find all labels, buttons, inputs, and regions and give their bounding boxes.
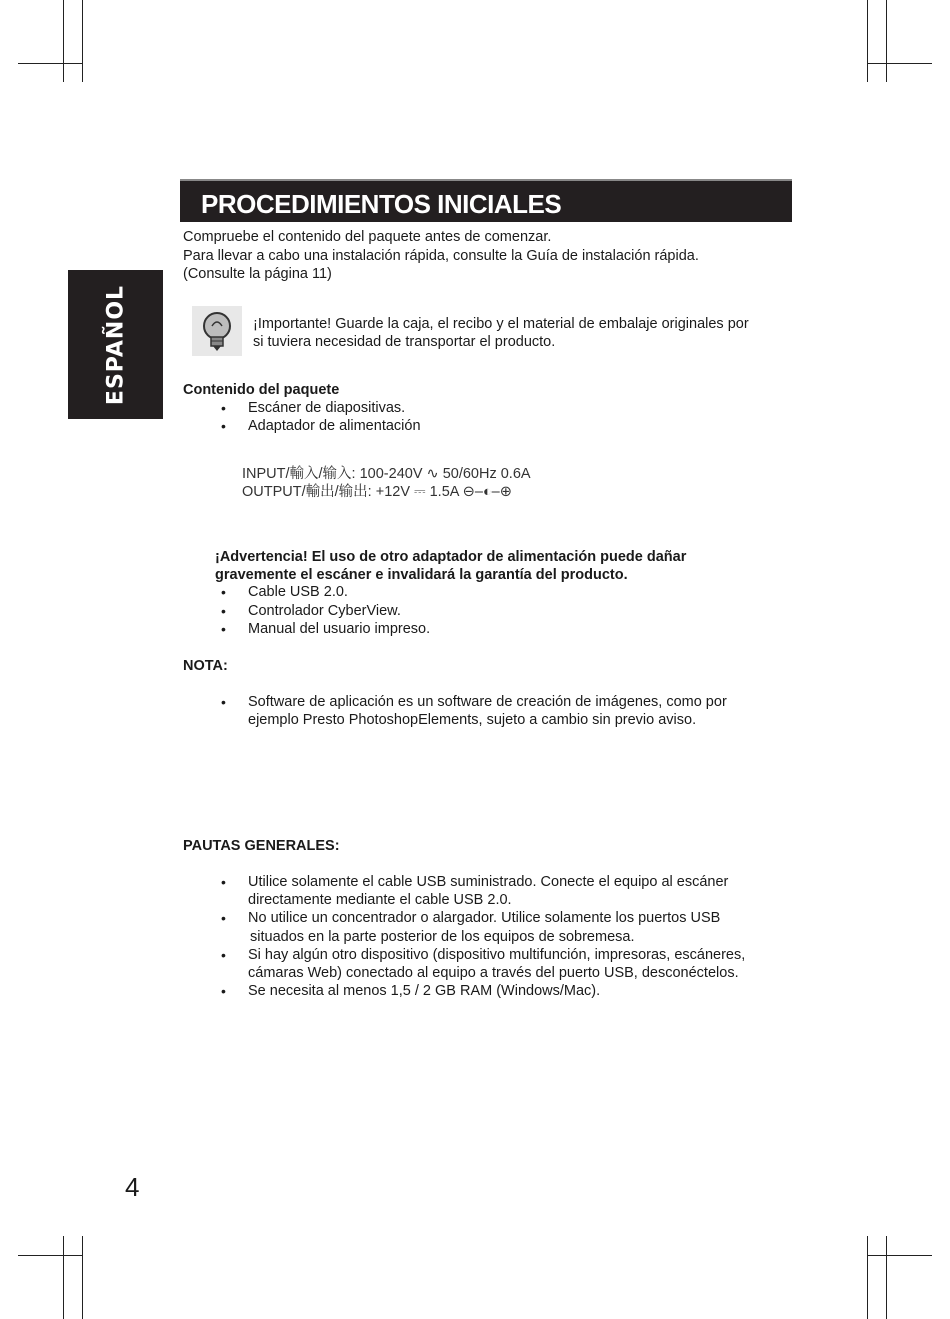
list-item-continuation: directamente mediante el cable USB 2.0. — [248, 892, 512, 908]
bullet: • — [221, 874, 226, 890]
intro-line: (Consulte la página 11) — [183, 266, 332, 282]
list-item: Utilice solamente el cable USB suministrado. Conecte el equipo al escáner — [248, 874, 729, 890]
crop-mark — [867, 1236, 868, 1319]
list-item: Si hay algún otro dispositivo (dispositivo multifunción, impresoras, escáneres, — [248, 947, 746, 963]
bullet: • — [221, 400, 226, 416]
bullet: • — [221, 603, 226, 619]
list-item: Adaptador de alimentación — [248, 418, 421, 434]
bullet: • — [221, 983, 226, 999]
list-item-continuation: ejemplo Presto PhotoshopElements, sujeto a cambio sin previo aviso. — [248, 712, 697, 728]
contents-heading: Contenido del paquete — [183, 382, 340, 398]
crop-mark — [868, 1255, 932, 1256]
crop-mark — [82, 0, 83, 82]
bullet: • — [221, 947, 226, 963]
important-note: ¡Importante! Guarde la caja, el recibo y el material de embalaje originales por — [253, 316, 749, 332]
power-spec-output: OUTPUT/輸出/输出: +12V ⎓ 1.5A ⊖–◐–⊕ — [242, 484, 512, 500]
crop-mark — [18, 1255, 82, 1256]
intro-line: Para llevar a cabo una instalación rápida, consulte la Guía de instalación rápida. — [183, 248, 699, 264]
list-item: Cable USB 2.0. — [248, 584, 348, 600]
language-tab — [68, 270, 163, 419]
important-note: si tuviera necesidad de transportar el producto. — [253, 334, 556, 350]
bullet: • — [221, 584, 226, 600]
crop-mark — [63, 0, 64, 82]
list-item-continuation: cámaras Web) conectado al equipo a través del puerto USB, desconéctelos. — [248, 965, 739, 981]
bullet: • — [221, 910, 226, 926]
language-tab-label: ESPAÑOL — [103, 284, 128, 405]
crop-mark — [868, 63, 932, 64]
list-item: No utilice un concentrador o alargador. Utilice solamente los puertos USB — [248, 910, 721, 926]
section-title-bar — [180, 179, 792, 222]
list-item: Escáner de diapositivas. — [248, 400, 406, 416]
crop-mark — [886, 0, 887, 82]
crop-mark — [886, 1236, 887, 1319]
bullet: • — [221, 621, 226, 637]
intro-line: Compruebe el contenido del paquete antes de comenzar. — [183, 229, 552, 245]
crop-mark — [867, 0, 868, 82]
crop-mark — [18, 63, 82, 64]
list-item: Software de aplicación es un software de creación de imágenes, como por — [248, 694, 727, 710]
guidelines-heading: PAUTAS GENERALES: — [183, 838, 340, 854]
section-title: PROCEDIMIENTOS INICIALES — [201, 189, 562, 219]
list-item: Controlador CyberView. — [248, 603, 401, 619]
warning-text: gravemente el escáner e invalidará la garantía del producto. — [215, 567, 628, 583]
bullet: • — [221, 694, 226, 710]
crop-mark — [82, 1236, 83, 1319]
power-spec-input: INPUT/輸入/输入: 100-240V ∿ 50/60Hz 0.6A — [242, 466, 531, 482]
lightbulb-icon — [192, 306, 242, 356]
list-item: Manual del usuario impreso. — [248, 621, 431, 637]
page-number: 4 — [125, 1172, 140, 1202]
bullet: • — [221, 418, 226, 434]
list-item-continuation: situados en la parte posterior de los equipos de sobremesa. — [250, 929, 635, 945]
warning-text: ¡Advertencia! El uso de otro adaptador de alimentación puede dañar — [215, 549, 687, 565]
list-item: Se necesita al menos 1,5 / 2 GB RAM (Windows/Mac). — [248, 983, 601, 999]
crop-mark — [63, 1236, 64, 1319]
nota-heading: NOTA: — [183, 658, 228, 674]
